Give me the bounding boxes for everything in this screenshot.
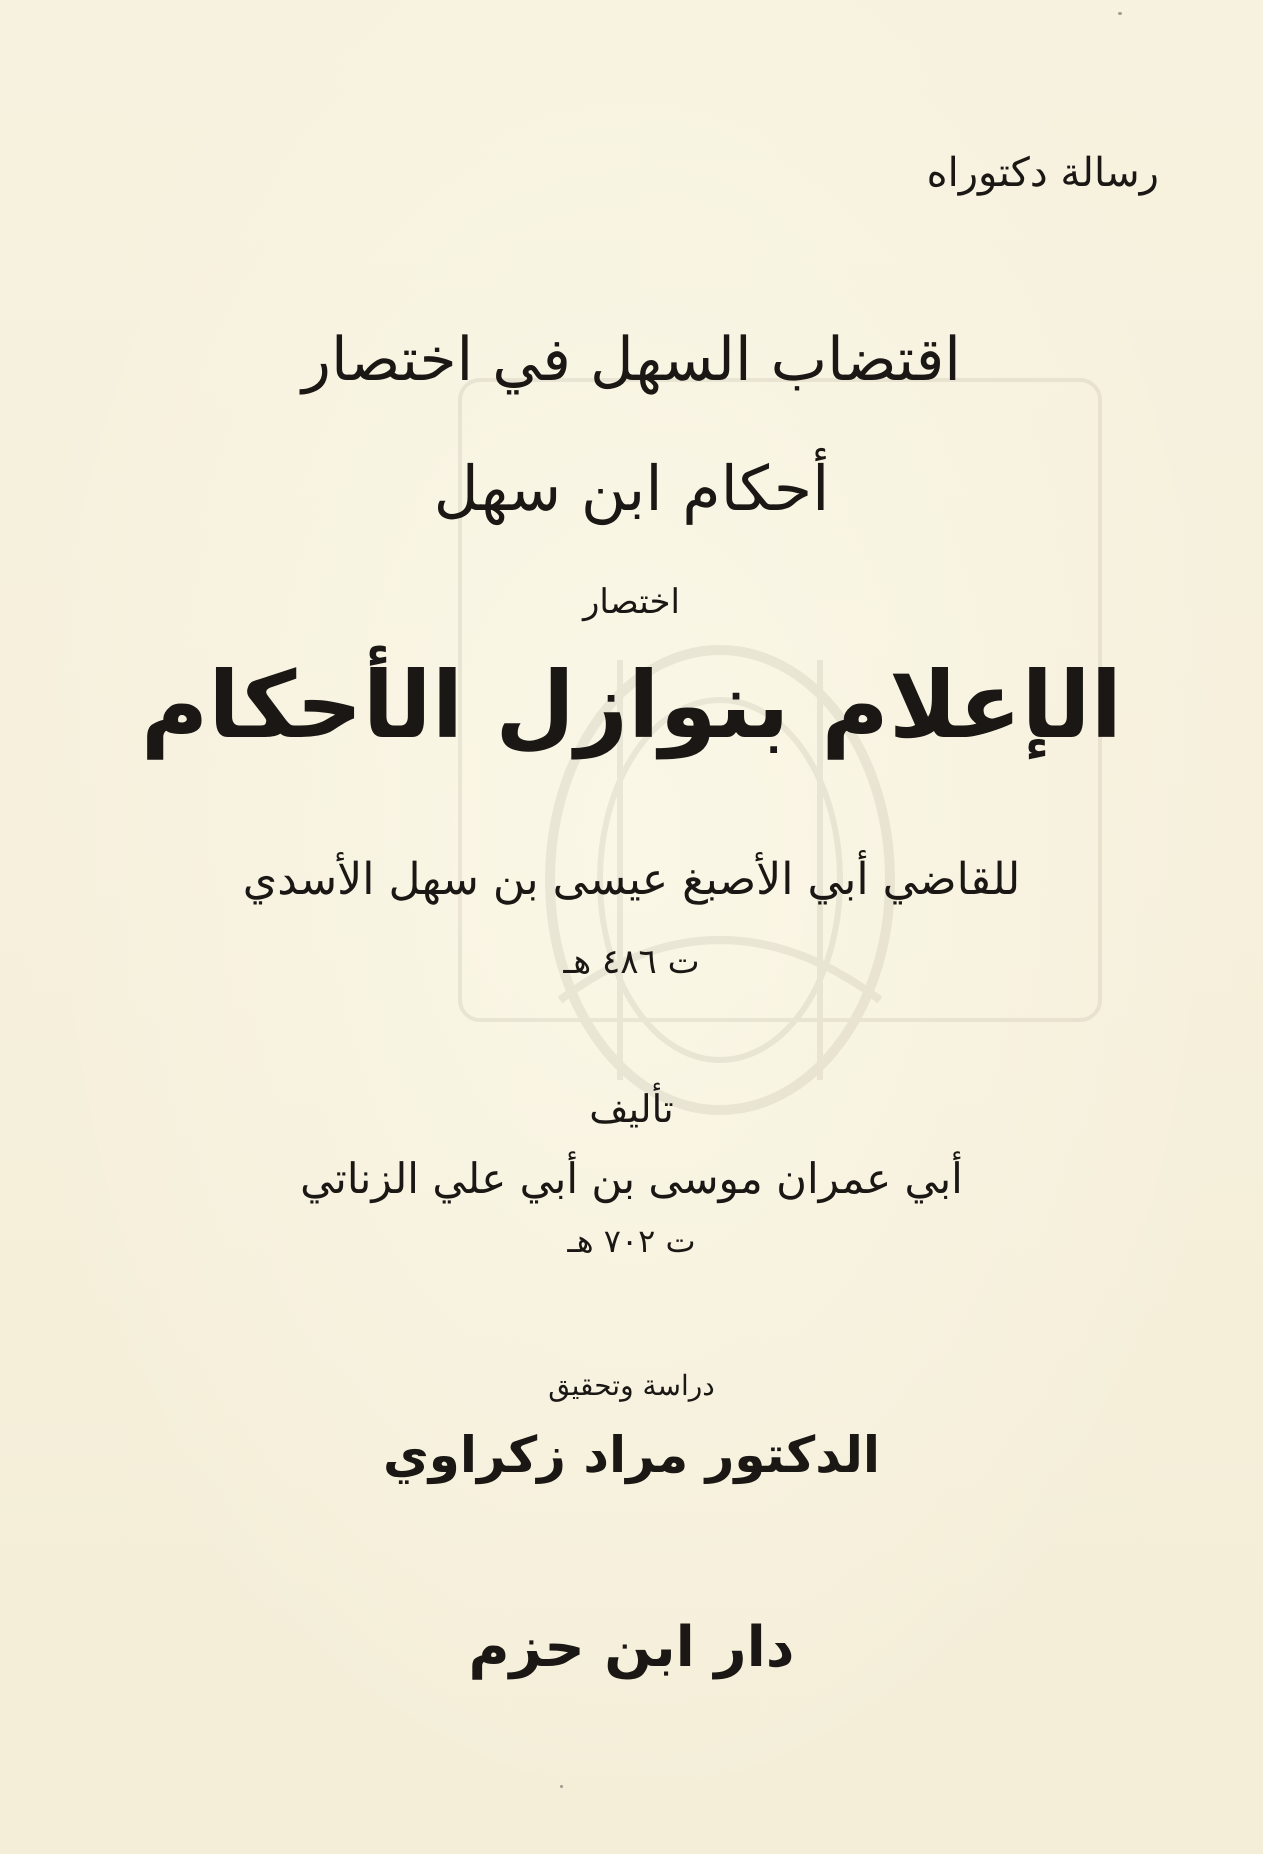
study-label: دراسة وتحقيق [548,1369,715,1402]
original-author: للقاضي أبي الأصبغ عيسى بن سهل الأسدي [242,854,1021,905]
paper-speck [1118,12,1122,15]
ikhtisar-label: اختصار [583,582,680,622]
title-line-2: أحكام ابن سهل [433,452,830,525]
compiler-name: أبي عمران موسى بن أبي علي الزناتي [300,1154,963,1203]
series-label: رسالة دكتوراه [926,150,1159,196]
publisher-name: دار ابن حزم [468,1615,795,1680]
original-author-death-date: ت ٤٨٦ هـ [563,942,700,982]
main-title: الإعلام بنوازل الأحكام [140,652,1123,759]
paper-speck [560,1785,563,1788]
title-line-1: اقتضاب السهل في اختصار [302,325,961,395]
authorship-label: تأليف [589,1087,674,1131]
editor-name: الدكتور مراد زكراوي [382,1426,881,1484]
compiler-death-date: ت ٧٠٢ هـ [567,1222,696,1260]
